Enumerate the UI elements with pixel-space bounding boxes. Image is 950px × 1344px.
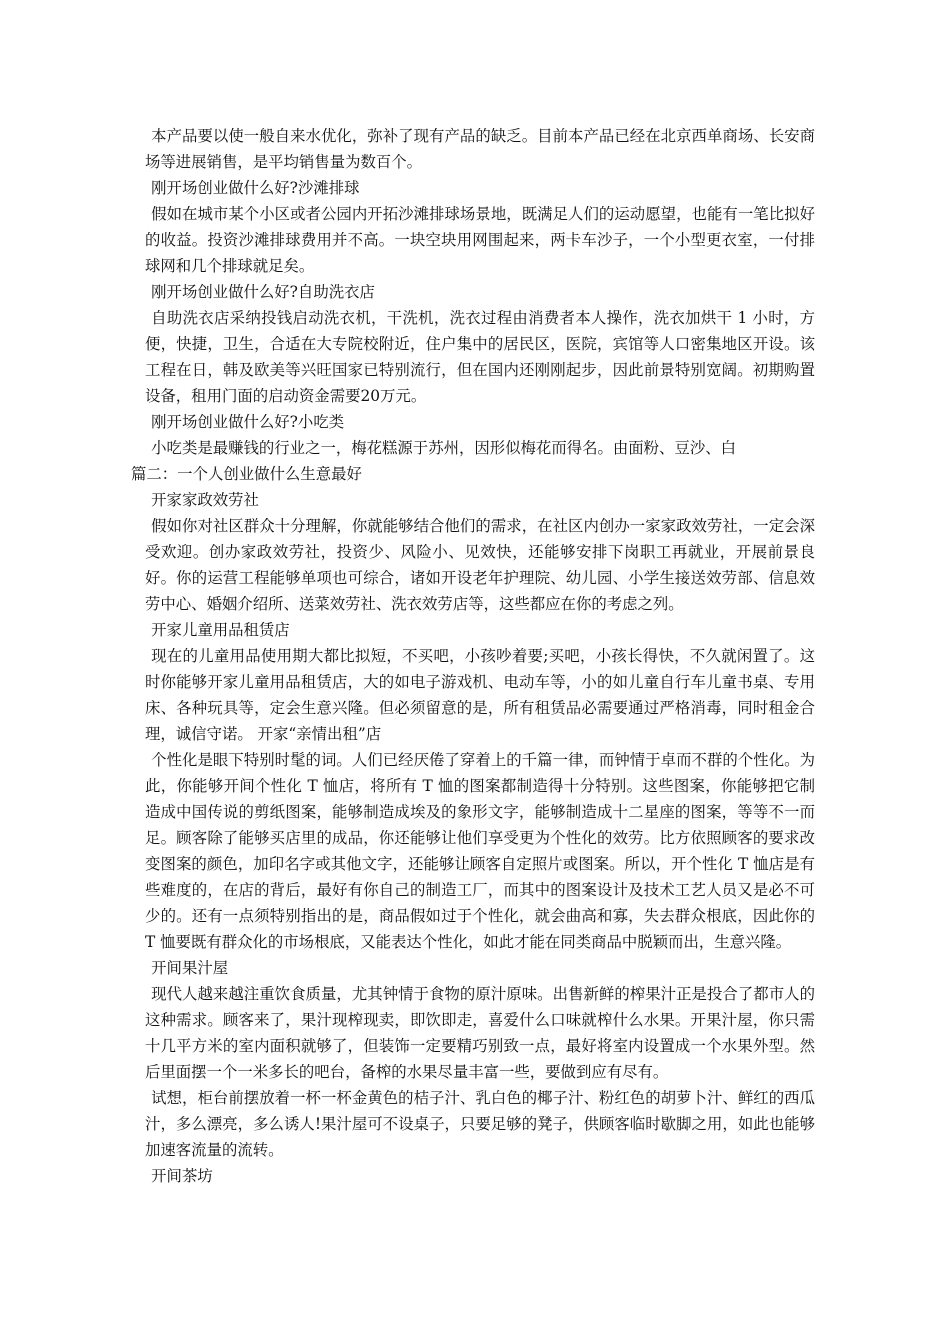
chapter-title: 篇二：一个人创业做什么生意最好	[131, 465, 362, 483]
heading-housekeeping-service: 开家家政效劳社	[151, 491, 259, 509]
heading-snacks: 刚开场创业做什么好?小吃类	[151, 413, 345, 431]
heading-beach-volleyball: 刚开场创业做什么好?沙滩排球	[151, 179, 360, 197]
paragraph-juice-bar-imagine: 试想，柜台前摆放着一杯一杯金黄色的桔子汁、乳白色的椰子汁、粉红色的胡萝卜汁、鲜红的西瓜汁，多么漂亮，多么诱人!果汁屋可不设桌子，只要足够的凳子，供顾客临时歇脚之用，如此也能够加速客流量的流转。	[145, 1089, 815, 1159]
paragraph-children-rental: 现在的儿童用品使用期大都比拟短，不买吧，小孩吵着要;买吧，小孩长得快，不久就闲置了。这时你能够开家儿童用品租赁店，大的如电子游戏机、电动车等，小的如儿童自行车儿童书桌、专用床、各种玩具等，定会生意兴隆。但必须留意的是，所有租赁品必需要通过严格消毒，同时租金合理，诚信守诺。 开家“亲情出租”店	[145, 647, 815, 743]
paragraph-beach-volleyball: 假如在城市某个小区或者公园内开拓沙滩排球场景地，既满足人们的运动愿望，也能有一笔比拟好的收益。投资沙滩排球费用并不高。一块空块用网围起来，两卡车沙子，一个小型更衣室，一付排球网和几个排球就足矣。	[145, 205, 815, 275]
document-page	[131, 123, 815, 1189]
paragraph-self-service-laundry: 自助洗衣店采纳投钱启动洗衣机，干洗机，洗衣过程由消费者本人操作，洗衣加烘干 1 小时，方便，快捷，卫生，合适在大专院校附近，住户集中的居民区，医院，宾馆等人口密集地区开设。该工程在日，韩及欧美等兴旺国家已特别流行，但在国内还刚刚起步，因此前景特别宽阔。初期购置设备，租用门面的启动资金需要20万元。	[145, 309, 815, 405]
heading-children-rental: 开家儿童用品租赁店	[151, 621, 290, 639]
paragraph-personalized-tshirt: 个性化是眼下特别时髦的词。人们已经厌倦了穿着上的千篇一律，而钟情于卓而不群的个性化。为此，你能够开间个性化 T 恤店，将所有 T 恤的图案都制造得十分特别。这些图案，你能够把它制造成中国传说的剪纸图案，能够制造成埃及的象形文字，能够制造成十二星座的图案，等等不一而足。顾客除了能够买店里的成品，你还能够让他们享受更为个性化的效劳。比方依照顾客的要求改变图案的颜色，加印名字或其他文字，还能够让顾客自定照片或图案。所以，开个性化 T 恤店是有些难度的，在店的背后，最好有你自己的制造工厂，而其中的图案设计及技术工艺人员又是必不可少的。还有一点须特别指出的是，商品假如过于个性化，就会曲高和寡，失去群众根底，因此你的 T 恤要既有群众化的市场根底，又能表达个性化，如此才能在同类商品中脱颖而出，生意兴隆。	[145, 751, 815, 951]
heading-tea-house: 开间茶坊	[151, 1167, 213, 1185]
paragraph-juice-bar: 现代人越来越注重饮食质量，尤其钟情于食物的原汁原味。出售新鲜的榨果汁正是投合了都市人的这种需求。顾客来了，果汁现榨现卖，即饮即走，喜爱什么口味就榨什么水果。开果汁屋，你只需十几平方米的室内面积就够了，但装饰一定要精巧别致一点，最好将室内设置成一个水果外型。然后里面摆一个一米多长的吧台，备榨的水果尽量丰富一些，要做到应有尽有。	[145, 985, 815, 1081]
paragraph-snacks: 小吃类是最赚钱的行业之一，梅花糕源于苏州，因形似梅花而得名。由面粉、豆沙、白	[151, 439, 737, 457]
paragraph-intro: 本产品要以使一般自来水优化，弥补了现有产品的缺乏。目前本产品已经在北京西单商场、长安商场等进展销售，是平均销售量为数百个。	[145, 127, 815, 171]
heading-self-service-laundry: 刚开场创业做什么好?自助洗衣店	[151, 283, 375, 301]
heading-juice-bar: 开间果汁屋	[151, 959, 229, 977]
paragraph-housekeeping-service: 假如你对社区群众十分理解，你就能够结合他们的需求，在社区内创办一家家政效劳社，一定会深受欢迎。创办家政效劳社，投资少、风险小、见效快，还能够安排下岗职工再就业，开展前景良好。你的运营工程能够单项也可综合，诸如开设老年护理院、幼儿园、小学生接送效劳部、信息效劳中心、婚姻介绍所、送菜效劳社、洗衣效劳店等，这些都应在你的考虑之列。	[145, 517, 815, 613]
